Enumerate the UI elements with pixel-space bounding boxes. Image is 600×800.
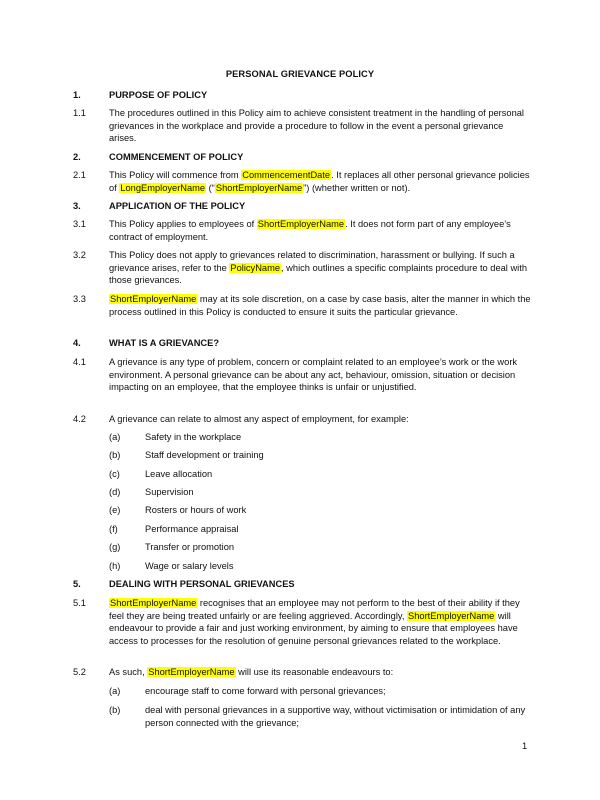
text-run: , which outlines a specific complaints procedure to deal with those grievances.: [109, 262, 527, 286]
list-item: [109, 560, 533, 573]
section-heading-3: [73, 200, 533, 213]
clause-4-1: [73, 356, 533, 394]
section-heading-text: WHAT IS A GRIEVANCE?: [109, 338, 220, 348]
list-text: Transfer or promotion: [145, 542, 235, 552]
list-label: (e): [109, 505, 121, 515]
clause-3-2: [73, 249, 533, 287]
section-heading-text: COMMENCEMENT OF POLICY: [109, 152, 244, 162]
clause-number: 3.2: [73, 250, 86, 260]
page-number: 1: [522, 741, 528, 751]
list-text: Leave allocation: [145, 469, 213, 479]
list-item: [109, 504, 533, 517]
clause-5-1: [73, 597, 533, 647]
text-run: will use its reasonable endeavours to:: [235, 667, 394, 677]
text-run: . It does not form part of any employee’s contract of employment.: [109, 219, 511, 242]
text-run: . It replaces all other personal grievance policies of: [109, 170, 530, 193]
section-heading-text: PURPOSE OF POLICY: [109, 90, 208, 100]
merge-field-short-employer-name: ShortEmployerName: [408, 610, 495, 621]
list-text: deal with personal grievances in a supportive way, without victimisation or intimidation of any person connected with the grievance;: [145, 705, 526, 728]
merge-field-short-employer-name: ShortEmployerName: [110, 598, 197, 608]
clause-number: 2.1: [73, 170, 86, 180]
clause-text: [109, 169, 533, 194]
section-number: 4.: [73, 338, 81, 348]
list-text: Wage or salary levels: [145, 561, 234, 571]
list-label: (a): [109, 686, 121, 696]
list-label: (g): [109, 542, 121, 552]
text-run: will endeavour to provide a fair and just working environment, by aiming to ensure that employees have access to processes for the resolution of genuine personal grievances related to the workplace.: [109, 610, 518, 646]
section-number: 3.: [73, 201, 81, 211]
clause-3-3: [73, 293, 533, 318]
clause-number: 5.2: [73, 667, 86, 677]
list-text: Rosters or hours of work: [145, 505, 247, 515]
clause-number: 5.1: [73, 598, 86, 608]
clause-2-1: [73, 169, 533, 194]
clause-text: [109, 218, 533, 243]
list-text: Performance appraisal: [145, 524, 239, 534]
clause-number: 3.1: [73, 219, 86, 229]
merge-field-short-employer-name: ShortEmployerName: [110, 294, 197, 304]
list-item: [109, 449, 533, 462]
text-run: This Policy will commence from: [109, 170, 242, 180]
section-heading-2: [73, 151, 533, 164]
list-item: [109, 541, 533, 554]
list-item: [109, 468, 533, 481]
clause-number: 4.2: [73, 414, 86, 424]
clause-text: [109, 666, 533, 679]
merge-field-policy-name: PolicyName: [230, 262, 281, 273]
section-number: 1.: [73, 90, 81, 100]
clause-text: The procedures outlined in this Policy aim to achieve consistent treatment in the handling of personal grievances in the workplace and provide a procedure to follow in the event a personal grievance arises.: [109, 108, 524, 144]
text-run: may at its sole discretion, on a case by case basis, alter the manner in which the process outlined in this Policy is conducted to ensure it suits the particular grievance.: [109, 294, 531, 317]
document-title: PERSONAL GRIEVANCE POLICY: [225, 69, 375, 79]
list-label: (h): [109, 561, 121, 571]
text-run: This Policy does not apply to grievances related to discrimination, harassment or bullying. If such a grievance arises, refer to the: [109, 250, 515, 273]
list-text: Supervision: [145, 487, 194, 497]
clause-5-2: [73, 666, 533, 679]
merge-field-short-employer-name: ShortEmployerName: [215, 182, 303, 193]
list-label: (a): [109, 432, 121, 442]
section-heading-5: [73, 578, 533, 591]
merge-field-short-employer-name: ShortEmployerName: [148, 667, 235, 677]
section-heading-text: DEALING WITH PERSONAL GRIEVANCES: [109, 579, 295, 589]
section-number: 5.: [73, 579, 81, 589]
clause-1-1: [73, 107, 533, 145]
section-heading-1: [73, 89, 533, 102]
list-item: [109, 431, 533, 444]
clause-3-1: [73, 218, 533, 243]
section-heading-4: [73, 337, 533, 350]
clause-text: [109, 249, 533, 287]
list-text: encourage staff to come forward with personal grievances;: [145, 686, 386, 696]
list-text: Safety in the workplace: [145, 432, 242, 442]
list-item: [109, 523, 533, 536]
clause-number: 1.1: [73, 108, 86, 118]
merge-field-commencement-date: CommencementDate: [242, 170, 331, 180]
list-label: (b): [109, 450, 121, 460]
clause-4-2: [73, 413, 533, 426]
list-text: Staff development or training: [145, 450, 264, 460]
clause-text: [109, 597, 533, 647]
section-heading-text: APPLICATION OF THE POLICY: [109, 201, 246, 211]
text-run: recognises that an employee may not perform to the best of their ability if they feel they are being treated unfairly or are feeling aggrieved. Accordingly,: [109, 598, 520, 621]
section-number: 2.: [73, 152, 81, 162]
text-run: As such,: [109, 667, 148, 677]
clause-text: [109, 293, 533, 318]
list-item: [109, 704, 533, 729]
list-item: [109, 685, 533, 698]
clause-number: 4.1: [73, 357, 86, 367]
clause-number: 3.3: [73, 294, 86, 304]
merge-field-short-employer-name: ShortEmployerName: [257, 219, 345, 229]
list-label: (b): [109, 705, 121, 715]
clause-text: A grievance is any type of problem, concern or complaint related to an employee’s work or the work environment. A personal grievance can be about any act, behaviour, omission, situation or decision impacting on an employee, that the employee thinks is unfair or unjustified.: [109, 357, 518, 393]
list-label: (c): [109, 469, 120, 479]
clause-text: A grievance can relate to almost any aspect of employment, for example:: [109, 414, 409, 424]
list-label: (f): [109, 524, 118, 534]
list-label: (d): [109, 487, 121, 497]
merge-field-long-employer-name: LongEmployerName: [120, 182, 206, 193]
text-run: (“: [206, 182, 215, 193]
text-run: This Policy applies to employees of: [109, 219, 257, 229]
text-run: ”) (whether written or not).: [303, 182, 411, 193]
list-item: [109, 486, 533, 499]
